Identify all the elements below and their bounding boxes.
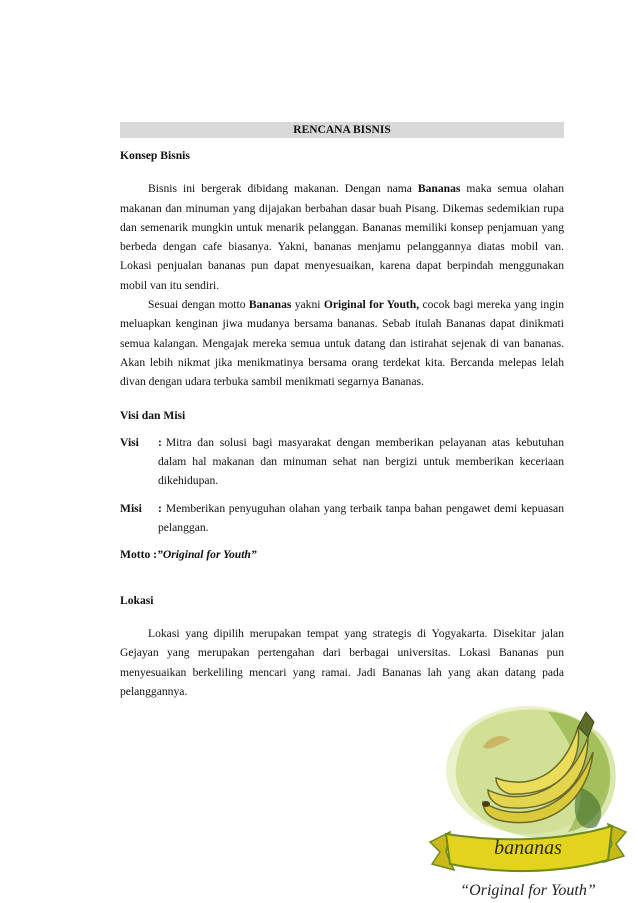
misi-text: : Memberikan penyuguhan olahan yang terbaik tanpa bahan pengawet demi kepuasan pelanggan.	[158, 501, 564, 535]
bananas-logo	[428, 692, 628, 902]
misi-row	[120, 499, 564, 538]
section-heading-visi-misi: Visi dan Misi	[120, 408, 186, 422]
motto-line	[120, 545, 564, 564]
document-title: RENCANA BISNIS	[120, 122, 564, 138]
logo-brand-text: bananas	[494, 837, 562, 859]
document-body	[120, 146, 564, 701]
motto-inline: Original for Youth,	[323, 298, 420, 312]
konsep-paragraph-2: Sesuai dengan motto Bananas yakni Original for Youth, cocok bagi mereka yang ingin meluapkan kenginan jiwa mudanya bersama bananas. Sebab itulah Bananas dapat dinikmati semua kalangan. Mengajak mereka semua untuk datang dan istirahat sejenak di van bananas. Akan lebih nikmat jika menikmatinya bersama orang terdekat kita. Bercanda melepas lelah divan dengan udara terbuka sambil menikmati segarnya Bananas.	[120, 298, 565, 389]
section-heading-lokasi: Lokasi	[120, 593, 154, 607]
section-heading-konsep: Konsep Bisnis	[120, 149, 190, 162]
brand-name: Bananas	[248, 298, 292, 312]
visi-row	[120, 433, 564, 491]
brand-name: Bananas	[417, 182, 461, 196]
motto-value: ”Original for Youth”	[157, 548, 257, 562]
motto-label: Motto :	[120, 548, 158, 562]
visi-text: : Mitra dan solusi bagi masyarakat dengan memberikan pelayanan atas kebutuhan dalam hal makanan dan minuman sehat nan bergizi untuk memberikan keceriaan dikehidupan.	[158, 435, 564, 488]
misi-label: Misi	[120, 501, 142, 515]
logo-tagline: “Original for Youth”	[460, 882, 596, 899]
konsep-paragraph-1: Bisnis ini bergerak dibidang makanan. Dengan nama Bananas maka semua olahan makanan dan minuman yang dijajakan berbahan dasar buah Pisang. Dikemas sedemikian rupa dan semenarik mungkin untuk menarik pelanggan. Bananas memiliki konsep penjamuan yang berbeda dengan cafe biasanya. Yakni, bananas menjamu pelanggannya diatas mobil van. Lokasi penjualan bananas pun dapat menyesuaikan, karena dapat berpindah menggunakan mobil van itu sendiri.	[120, 182, 565, 292]
lokasi-paragraph: Lokasi yang dipilih merupakan tempat yang strategis di Yogyakarta. Disekitar jalan Gejayan yang merupakan pertengahan dari berbagai universitas. Lokasi Bananas pun menyesuaikan berkeliling mencari yang ramai. Jadi Bananas lah yang akan datang pada pelanggannya.	[120, 626, 564, 698]
visi-label: Visi	[120, 435, 139, 449]
